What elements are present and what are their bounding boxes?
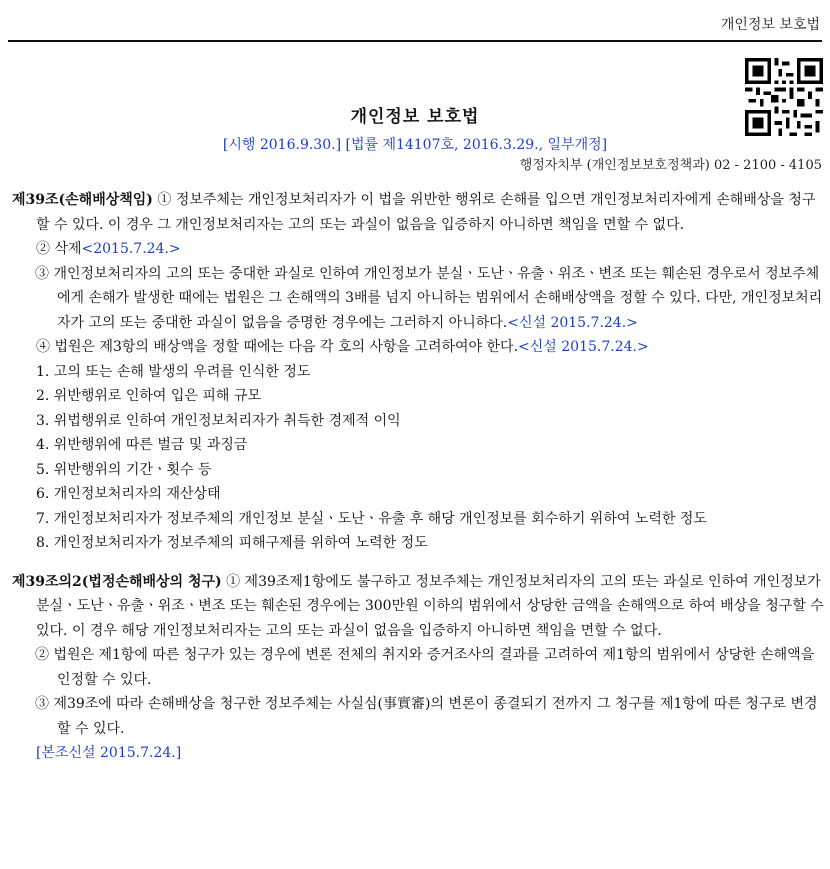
section-gap bbox=[12, 556, 824, 570]
list-item: 7. 개인정보처리자가 정보주체의 개인정보 분실ㆍ도난ㆍ유출 후 해당 개인정보를 회수하기 위하여 노력한 정도 bbox=[36, 510, 707, 527]
list-item: 5. 위반행위의 기간ㆍ횟수 등 bbox=[36, 461, 212, 478]
article-39-paragraph-4 bbox=[12, 335, 824, 360]
article-39-2-paragraph-2: ② 법원은 제1항에 따른 청구가 있는 경우에 변론 전체의 취지와 증거조사의 결과를 고려하여 제1항의 범위에서 상당한 손해액을 인정할 수 있다. bbox=[35, 647, 815, 688]
amendment-note[interactable]: [본조신설 2015.7.24.] bbox=[36, 745, 182, 761]
list-item: 2. 위반행위로 인하여 입은 피해 규모 bbox=[36, 388, 261, 404]
amendment-note[interactable]: <신설 2015.7.24.> bbox=[507, 314, 638, 331]
list-item: 4. 위반행위에 따른 벌금 및 과징금 bbox=[36, 437, 248, 453]
paragraph-text: ① 정보주체는 개인정보처리자가 이 법을 위반한 행위로 손해를 입으면 개인정보처리자에게 손해배상을 청구할 수 있다. 이 경우 그 개인정보처리자는 고의 또는 과실이 없음을 입증하지 아니하면 책임을 면할 수 없다. bbox=[36, 192, 816, 233]
article-39-2-paragraph-3: ③ 제39조에 따라 손해배상을 청구한 정보주체는 사실심(事實審)의 변론이 종결되기 전까지 그 청구를 제1항에 따른 청구로 변경할 수 있다. bbox=[35, 696, 818, 737]
amendment-note[interactable]: <신설 2015.7.24.> bbox=[518, 339, 649, 355]
article-39-2-paragraph-1 bbox=[12, 570, 824, 644]
list-item: 6. 개인정보처리자의 재산상태 bbox=[36, 486, 221, 502]
paragraph-text: ④ 법원은 제3항의 배상액을 정할 때에는 다음 각 호의 사항을 고려하여야 한다. bbox=[36, 339, 519, 355]
article-39-paragraph-3 bbox=[12, 262, 824, 336]
ministry-contact: 행정자치부 (개인정보보호정책과) 02 - 2100 - 4105 bbox=[519, 158, 822, 173]
document-title: 개인정보 보호법 bbox=[350, 107, 480, 127]
list-item: 8. 개인정보처리자가 정보주체의 피해구제를 위하여 노력한 정도 bbox=[36, 535, 428, 551]
paragraph-text: ① 제39조제1항에도 불구하고 정보주체는 개인정보처리자의 고의 또는 과실로 인하여 개인정보가 분실ㆍ도난ㆍ유출ㆍ위조ㆍ변조 또는 훼손된 경우에는 300만원 이하의 범위에서 상당한 금액을 손해액으로 하여 배상을 청구할 수 있다. 이 경우 해당 개인정보처리자는 고의 또는 과실이 없음을 입증하지 아니하면 책임을 면할 수 없다. bbox=[36, 573, 824, 639]
running-header: 개인정보 보호법 bbox=[720, 17, 820, 33]
amendment-note[interactable]: <2015.7.24.> bbox=[81, 241, 181, 257]
enactment-info[interactable]: [시행 2016.9.30.] [법률 제14107호, 2016.3.29., 일부개정] bbox=[222, 137, 608, 153]
list-item: 1. 고의 또는 손해 발생의 우려를 인식한 정도 bbox=[36, 363, 311, 380]
article-39-2-heading: 제39조의2(법정손해배상의 청구) bbox=[12, 573, 222, 590]
article-39-paragraph-1 bbox=[12, 188, 824, 237]
paragraph-text: ② 삭제 bbox=[36, 241, 82, 257]
law-body bbox=[12, 188, 824, 766]
paragraph-text: ③ 개인정보처리자의 고의 또는 중대한 과실로 인하여 개인정보가 분실ㆍ도난ㆍ유출ㆍ위조ㆍ변조 또는 훼손된 경우로서 정보주체에게 손해가 발생한 때에는 법원은 그 손해액의 3배를 넘지 아니하는 범위에서 손해배상액을 정할 수 있다. 다만, 개인정보처리자가 고의 또는 중대한 과실이 없음을 증명한 경우에는 그러하지 아니하다. bbox=[35, 265, 823, 331]
list-item: 3. 위법행위로 인하여 개인정보처리자가 취득한 경제적 이익 bbox=[36, 412, 401, 429]
header-divider bbox=[8, 40, 822, 42]
article-39-paragraph-2 bbox=[12, 237, 824, 262]
article-39-heading: 제39조(손해배상책임) bbox=[12, 192, 153, 208]
